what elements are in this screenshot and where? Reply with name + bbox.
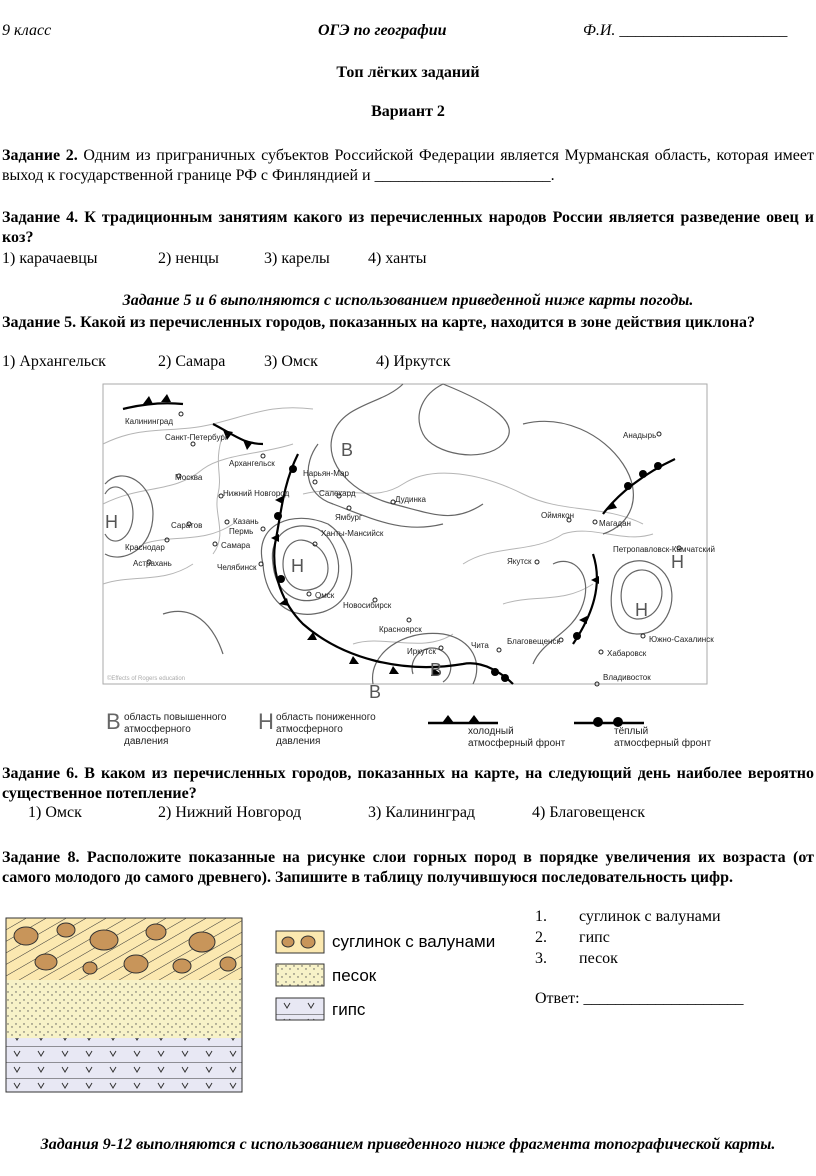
page-title: Топ лёгких заданий [336,64,480,81]
legend-sand-label: песок [332,966,377,985]
low-pressure-2: Н [105,512,118,532]
task-8-question: Задание 8. Расположите показанные на рисунке слои горных пород в порядке увеличения их возраста (от самого молодого до самого древнего). Запишите в таблицу получившуюся последовательность цифр. [2,849,814,886]
city-chelyabinsk: Челябинск [217,563,257,572]
city-khanty: Ханты-Мансийск [321,529,384,538]
city-samara: Самара [221,541,251,550]
city-chita: Чита [471,641,489,650]
list-text: суглинок с валунами [579,908,721,925]
task-4-option-2: 2) ненцы [158,250,219,267]
legend-sand-swatch [276,964,324,986]
legend-high-text: область повышенного атмосферного давления [124,712,227,747]
high-pressure-3: В [369,682,382,702]
task-6-question: Задание 6. В каком из перечисленных городов, показанных на карте, на следующий день наиболее вероятно существенное потепление? [2,765,814,802]
legend-warm-front: тёплый атмосферный фронт [614,726,712,749]
city-krasnodar: Краснодар [125,543,165,552]
city-omsk: Омск [315,591,335,600]
city-vladivostok: Владивосток [603,673,651,682]
task-5-options [2,353,451,371]
list-item [535,948,721,969]
city-krasnoyarsk: Красноярск [379,625,422,634]
city-anadyr: Анадырь [623,431,657,440]
legend-loam-swatch [276,931,324,953]
low-pressure-4: Н [671,552,684,572]
city-blagoveshchensk: Благовещенск [507,637,560,646]
task-5-option-4: 4) Иркутск [376,353,451,370]
task-6-option-1: 1) Омск [28,804,82,821]
city-yamburg: Ямбург [335,513,362,522]
city-dudinka: Дудинка [395,495,427,504]
subject-label: ОГЭ по географии [318,22,447,39]
legend-gypsum-swatch [276,998,324,1020]
city-magadan: Магадан [599,519,631,528]
task-2-label: Задание 2. [2,147,78,164]
legend-low-text: область пониженного атмосферного давления [276,712,376,747]
city-petropavlovsk: Петропавловск-Камчатский [613,545,715,554]
footer-note: Задания 9-12 выполняются с использованием приведенного ниже фрагмента топографической карты. [40,1136,776,1153]
list-text: песок [579,950,618,967]
task-5-option-3: 3) Омск [264,353,318,370]
city-oymyakon: Оймякон [541,511,574,520]
city-irkutsk: Иркутск [407,647,436,656]
fio-field: Ф.И. _____________________ [583,22,788,39]
city-perm: Пермь [229,527,254,536]
task-4-options [2,250,427,268]
legend-cold-front: холодный атмосферный фронт [468,726,566,749]
city-yuzhno-sakhalinsk: Южно-Сахалинск [649,635,714,644]
city-salekhard: Салехард [319,489,356,498]
legend-low-symbol: Н [258,709,274,734]
city-kazan: Казань [233,517,259,526]
city-yakutsk: Якутск [507,557,532,566]
task-5-option-2: 2) Самара [158,353,226,370]
variant-title: Вариант 2 [371,103,445,120]
city-arkhangelsk: Архангельск [229,459,275,468]
city-spb: Санкт-Петербург [165,433,228,442]
rock-layers-figure [6,918,242,1092]
task-4-option-3: 3) карелы [264,250,330,267]
city-naryan-mar: Нарьян-Мар [303,469,349,478]
list-number: 3. [535,950,547,967]
city-astrakhan: Астрахань [133,559,172,568]
grade-label: 9 класс [2,22,52,39]
cold-front-symbol [428,712,498,726]
legend-loam-label: суглинок с валунами [332,932,496,951]
task-2 [2,146,814,186]
city-kaliningrad: Калининград [125,417,174,426]
note-tasks-5-6: Задание 5 и 6 выполняются с использованием приведенной ниже карты погоды. [122,292,694,309]
weather-map [103,384,715,702]
city-novosibirsk: Новосибирск [343,601,392,610]
city-moscow: Москва [175,473,203,482]
answer-field[interactable]: Ответ: ____________________ [535,990,744,1007]
layer-list [535,906,721,969]
task-2-text: Одним из приграничных субъектов Российской Федерации является Мурманская область, которая имеет выход к государственной границе РФ с Финляндией и ______________________. [2,147,815,184]
task-5-option-1: 1) Архангельск [2,353,106,370]
high-pressure-2: В [430,660,443,680]
list-number: 1. [535,908,547,925]
low-pressure-1: Н [291,556,304,576]
map-copyright: ©Effects of Rogers education [107,676,186,682]
task-6-option-4: 4) Благовещенск [532,804,645,821]
list-item [535,906,721,927]
task-5-question: Задание 5. Какой из перечисленных городов, показанных на карте, находится в зоне действия циклона? [2,314,755,331]
high-pressure-1: В [341,440,354,460]
task-6-option-3: 3) Калининград [368,804,476,821]
city-saratov: Саратов [171,521,203,530]
warm-front-symbol [574,712,644,726]
city-nn: Нижний Новгород [223,489,290,498]
task-6-option-2: 2) Нижний Новгород [158,804,302,821]
list-item [535,927,721,948]
list-text: гипс [579,929,610,946]
task-4-option-4: 4) ханты [368,250,427,267]
legend-gypsum-label: гипс [332,1000,366,1019]
list-number: 2. [535,929,547,946]
task-4-question: Задание 4. К традиционным занятиям какого из перечисленных народов России является разведение овец и коз? [2,209,814,246]
legend-high-symbol: В [106,709,121,734]
task-4-option-1: 1) карачаевцы [2,250,98,267]
low-pressure-3: Н [635,600,648,620]
city-khabarovsk: Хабаровск [607,649,647,658]
task-6-options [28,804,645,822]
